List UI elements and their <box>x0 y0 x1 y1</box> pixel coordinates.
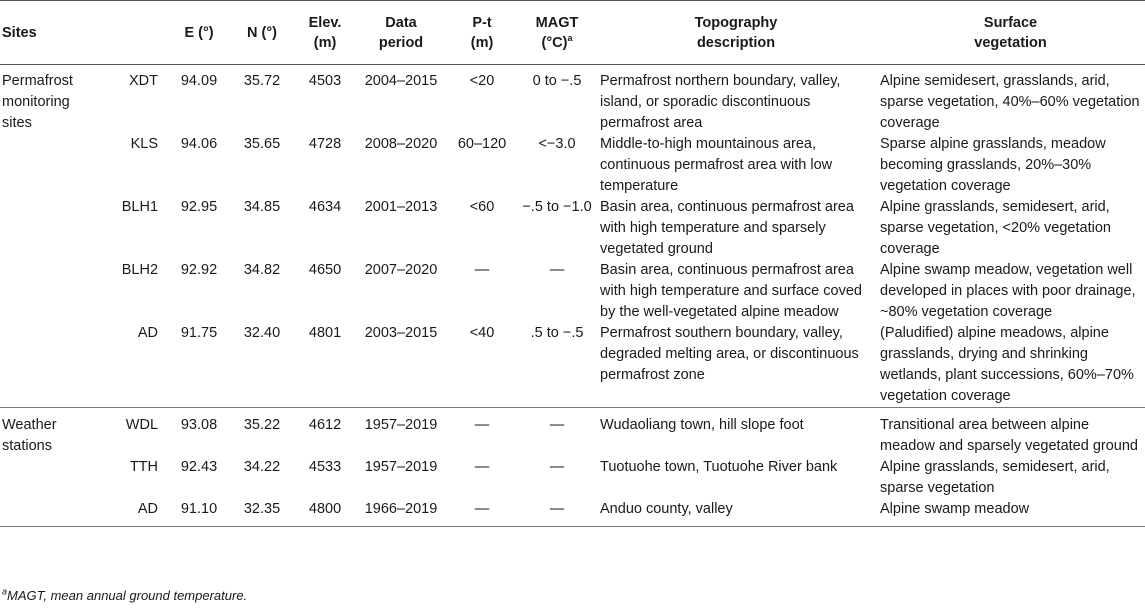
table-row <box>0 134 1145 197</box>
header-magt-footnote-marker: a <box>567 32 573 43</box>
topography-description: Wudaoliang town, hill slope foot <box>600 417 804 433</box>
header-magt-line1: MAGT <box>535 14 579 31</box>
elevation: 4650 <box>308 262 342 278</box>
permafrost-thickness: — <box>474 501 490 517</box>
topography-description: Permafrost southern boundary, valley, degraded melting area, or discontinuous permafrost zone <box>600 325 859 383</box>
elevation: 4800 <box>308 501 342 517</box>
table-header <box>0 1 1145 65</box>
data-period: 1957–2019 <box>364 417 438 433</box>
longitude: 93.08 <box>180 417 218 433</box>
latitude: 34.82 <box>243 262 281 278</box>
latitude: 32.40 <box>243 325 281 341</box>
header-period-line2: period <box>378 34 424 51</box>
data-period: 1957–2019 <box>364 459 438 475</box>
header-topo <box>596 1 876 65</box>
table-body <box>0 65 1145 527</box>
table-row <box>0 499 1145 527</box>
header-elev <box>294 1 356 65</box>
longitude: 92.43 <box>180 459 218 475</box>
site-name: AD <box>137 325 159 341</box>
longitude: 91.10 <box>180 501 218 517</box>
data-period: 1966–2019 <box>364 501 438 517</box>
header-row <box>0 1 1145 65</box>
magt-value: .5 to −.5 <box>530 325 584 341</box>
footnote-text: MAGT, mean annual ground temperature. <box>7 588 248 603</box>
surface-vegetation: Alpine swamp meadow <box>880 501 1030 517</box>
permafrost-thickness: <40 <box>469 325 495 341</box>
header-sites-label: Sites <box>2 24 37 41</box>
data-period: 2007–2020 <box>364 262 438 278</box>
magt-value: 0 to −.5 <box>532 73 582 89</box>
surface-vegetation: (Paludified) alpine meadows, alpine grasslands, drying and shrinking wetlands, plant successions, 60%–70% vegetation coverage <box>880 325 1134 404</box>
topography-description: Basin area, continuous permafrost area with high temperature and sparsely vegetated ground <box>600 199 854 257</box>
elevation: 4503 <box>308 73 342 89</box>
header-elev-line1: Elev. <box>308 14 342 31</box>
data-period: 2001–2013 <box>364 199 438 215</box>
header-pt-line1: P-t <box>472 14 492 31</box>
footnote-marker: a <box>2 586 8 597</box>
longitude: 92.92 <box>180 262 218 278</box>
header-elev-line2: (m) <box>313 34 337 51</box>
header-topo-line2: description <box>696 34 776 51</box>
longitude: 92.95 <box>180 199 218 215</box>
table-row <box>0 323 1145 408</box>
header-period <box>356 1 446 65</box>
topography-description: Tuotuohe town, Tuotuohe River bank <box>600 459 838 475</box>
header-sites <box>0 1 168 65</box>
surface-vegetation: Alpine semidesert, grasslands, arid, sparse vegetation, 40%–60% vegetation coverage <box>880 73 1140 131</box>
topography-description: Permafrost northern boundary, valley, island, or sporadic discontinuous permafrost area <box>600 73 841 131</box>
magt-value: — <box>549 501 565 517</box>
elevation: 4533 <box>308 459 342 475</box>
latitude: 35.22 <box>243 417 281 433</box>
site-name: XDT <box>129 73 159 89</box>
header-period-line1: Data <box>385 14 417 31</box>
longitude: 94.09 <box>180 73 218 89</box>
site-name: BLH1 <box>121 199 159 215</box>
topography-description: Middle-to-high mountainous area, continuous permafrost area with low temperature <box>600 136 833 194</box>
group-label-weather: Weather stations <box>2 417 57 454</box>
topography-description: Anduo county, valley <box>600 501 733 517</box>
table-row <box>0 408 1145 458</box>
magt-value: −.5 to −1.0 <box>522 199 592 215</box>
longitude: 91.75 <box>180 325 218 341</box>
permafrost-thickness: <20 <box>469 73 495 89</box>
elevation: 4612 <box>308 417 342 433</box>
header-veg <box>876 1 1145 65</box>
table-row <box>0 197 1145 260</box>
header-veg-line2: vegetation <box>974 34 1047 51</box>
header-e-label: E (°) <box>184 24 214 41</box>
site-name: BLH2 <box>121 262 159 278</box>
surface-vegetation: Alpine grasslands, semidesert, arid, sparse vegetation, <20% vegetation coverage <box>880 199 1111 257</box>
elevation: 4728 <box>308 136 342 152</box>
header-topo-line1: Topography <box>694 14 778 31</box>
longitude: 94.06 <box>180 136 218 152</box>
header-n-label: N (°) <box>247 24 277 41</box>
permafrost-thickness: — <box>474 459 490 475</box>
magt-value: — <box>549 417 565 433</box>
header-pt <box>446 1 518 65</box>
magt-value: <−3.0 <box>538 136 576 152</box>
latitude: 35.65 <box>243 136 281 152</box>
permafrost-thickness: — <box>474 262 490 278</box>
permafrost-thickness: — <box>474 417 490 433</box>
surface-vegetation: Alpine swamp meadow, vegetation well developed in places with poor drainage, ~80% vegetation coverage <box>880 262 1136 320</box>
table-row <box>0 65 1145 135</box>
table-row <box>0 457 1145 499</box>
latitude: 34.85 <box>243 199 281 215</box>
table-row <box>0 260 1145 323</box>
header-veg-line1: Surface <box>983 14 1038 31</box>
surface-vegetation: Sparse alpine grasslands, meadow becoming grasslands, 20%–30% vegetation coverage <box>880 136 1106 194</box>
site-name: TTH <box>129 459 159 475</box>
table-footnote <box>2 588 247 604</box>
header-n <box>230 1 294 65</box>
header-pt-line2: (m) <box>470 34 494 51</box>
surface-vegetation: Alpine grasslands, semidesert, arid, sparse vegetation <box>880 459 1110 496</box>
header-e <box>168 1 230 65</box>
elevation: 4634 <box>308 199 342 215</box>
latitude: 32.35 <box>243 501 281 517</box>
data-period: 2008–2020 <box>364 136 438 152</box>
permafrost-thickness: <60 <box>469 199 495 215</box>
site-name: KLS <box>130 136 159 152</box>
magt-value: — <box>549 459 565 475</box>
header-magt-line2: (°C) <box>541 34 568 51</box>
topography-description: Basin area, continuous permafrost area with high temperature and surface coved by the well-vegetated alpine meadow <box>600 262 862 320</box>
latitude: 34.22 <box>243 459 281 475</box>
surface-vegetation: Transitional area between alpine meadow and sparsely vegetated ground <box>880 417 1138 454</box>
site-name: WDL <box>125 417 159 433</box>
data-period: 2004–2015 <box>364 73 438 89</box>
magt-value: — <box>549 262 565 278</box>
header-magt <box>518 1 596 65</box>
latitude: 35.72 <box>243 73 281 89</box>
elevation: 4801 <box>308 325 342 341</box>
site-name: AD <box>137 501 159 517</box>
data-period: 2003–2015 <box>364 325 438 341</box>
group-label-permafrost: Permafrost monitoring sites <box>2 73 73 131</box>
permafrost-thickness: 60–120 <box>457 136 507 152</box>
